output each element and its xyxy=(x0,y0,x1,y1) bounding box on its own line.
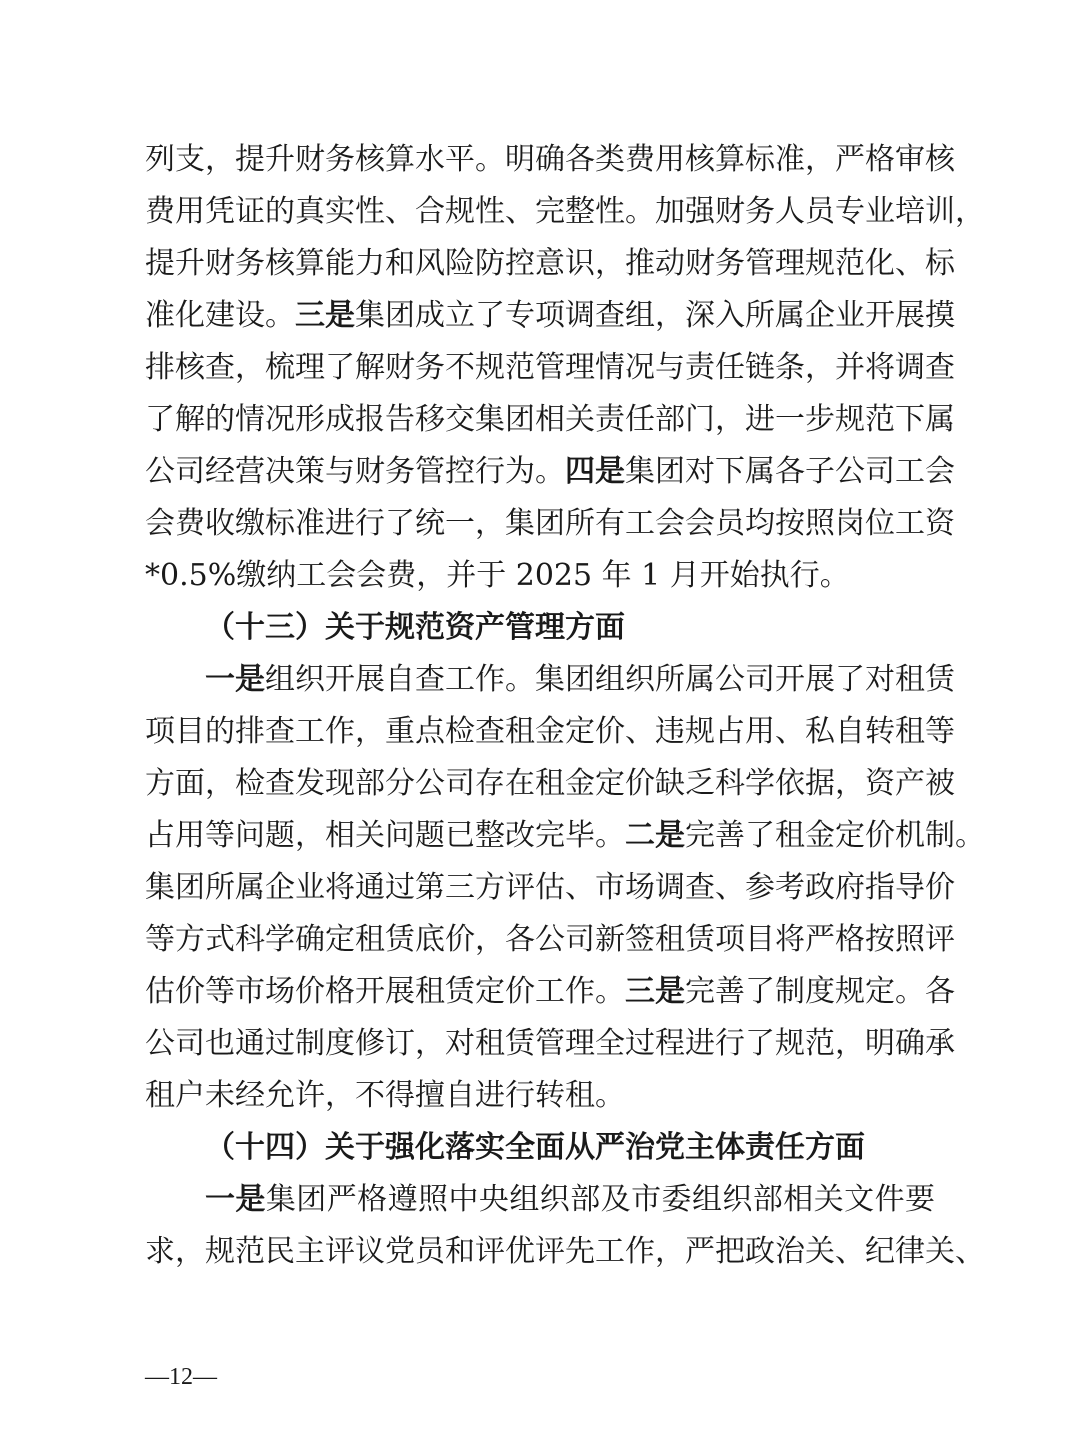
text-line: 求，规范民主评议党员和评优评先工作，严把政治关、纪律关、 xyxy=(145,1234,985,1269)
text-line: 估价等市场价格开展租赁定价工作。三是完善了制度规定。各 xyxy=(145,974,955,1009)
text-line: *0.5%缴纳工会会费，并于 2025 年 1 月开始执行。 xyxy=(145,558,850,593)
bold-marker: 三是 xyxy=(625,974,685,1009)
text-line: 列支，提升财务核算水平。明确各类费用核算标准，严格审核 xyxy=(145,142,955,177)
bold-marker: 四是 xyxy=(565,454,625,489)
text-line: 一是集团严格遵照中央组织部及市委组织部相关文件要 xyxy=(205,1182,936,1217)
text-line: 准化建设。三是集团成立了专项调查组，深入所属企业开展摸 xyxy=(145,298,955,333)
text-line: 等方式科学确定租赁底价，各公司新签租赁项目将严格按照评 xyxy=(145,922,955,957)
text-line: 会费收缴标准进行了统一，集团所有工会会员均按照岗位工资 xyxy=(145,506,955,541)
text-line: 租户未经允许，不得擅自进行转租。 xyxy=(145,1078,625,1113)
section-heading: （十四）关于强化落实全面从严治党主体责任方面 xyxy=(205,1130,865,1165)
page-number: —12— xyxy=(145,1364,217,1390)
text-line: 项目的排查工作，重点检查租金定价、违规占用、私自转租等 xyxy=(145,714,955,749)
text-line: 一是组织开展自查工作。集团组织所属公司开展了对租赁 xyxy=(205,662,955,697)
text-line: 公司经营决策与财务管控行为。四是集团对下属各子公司工会 xyxy=(145,454,955,489)
bold-marker: 三是 xyxy=(295,298,355,333)
text-line: 占用等问题，相关问题已整改完毕。二是完善了租金定价机制。 xyxy=(145,818,985,853)
text-line: 了解的情况形成报告移交集团相关责任部门，进一步规范下属 xyxy=(145,402,955,437)
section-heading: （十三）关于规范资产管理方面 xyxy=(205,610,625,645)
text-line: 排核查，梳理了解财务不规范管理情况与责任链条，并将调查 xyxy=(145,350,955,385)
text-line: 集团所属企业将通过第三方评估、市场调查、参考政府指导价 xyxy=(145,870,955,905)
bold-marker: 一是 xyxy=(205,662,265,697)
text-line: 提升财务核算能力和风险防控意识，推动财务管理规范化、标 xyxy=(145,246,955,281)
text-line: 公司也通过制度修订，对租赁管理全过程进行了规范，明确承 xyxy=(145,1026,955,1061)
bold-marker: 二是 xyxy=(625,818,685,853)
text-line: 费用凭证的真实性、合规性、完整性。加强财务人员专业培训， xyxy=(145,194,985,229)
bold-marker: 一是 xyxy=(205,1182,266,1217)
text-line: 方面，检查发现部分公司存在租金定价缺乏科学依据，资产被 xyxy=(145,766,955,801)
